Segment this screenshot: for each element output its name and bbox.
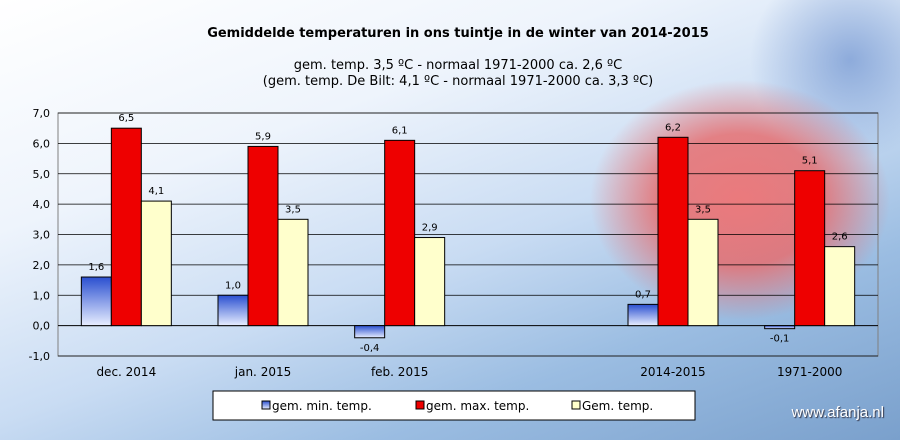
legend-label: gem. max. temp. xyxy=(426,399,530,413)
y-tick-label: 4,0 xyxy=(32,198,50,212)
x-tick-label: jan. 2015 xyxy=(234,365,292,379)
y-tick-label: 0,0 xyxy=(32,319,50,333)
data-label: 0,7 xyxy=(635,289,651,301)
data-label: 6,2 xyxy=(665,122,681,134)
bar-gem-max-temp- xyxy=(795,171,825,326)
watermark: www.afanja.nl xyxy=(791,404,884,421)
y-tick-label: 5,0 xyxy=(32,167,50,181)
x-tick-label: feb. 2015 xyxy=(370,365,429,379)
y-tick-label: -1,0 xyxy=(28,350,50,363)
y-tick-label: 6,0 xyxy=(32,137,50,151)
bar-gem-temp- xyxy=(141,201,171,326)
x-tick-label: 2014-2015 xyxy=(640,365,706,379)
data-label: 5,9 xyxy=(255,131,271,143)
legend-swatch xyxy=(416,401,424,409)
bar-gem-temp- xyxy=(688,219,718,325)
x-tick-label: dec. 2014 xyxy=(96,365,157,379)
data-label: 1,6 xyxy=(88,262,105,274)
bar-gem-temp- xyxy=(825,247,855,326)
legend-swatch xyxy=(262,401,270,409)
data-label: 6,5 xyxy=(118,113,135,125)
bar-gem-temp- xyxy=(278,219,308,325)
y-tick-label: 3,0 xyxy=(32,228,50,242)
chart-subtitle-1: gem. temp. 3,5 ºC - normaal 1971-2000 ca. 2,6 ºC xyxy=(293,58,623,73)
legend-label: gem. min. temp. xyxy=(272,399,372,413)
data-label: -0,4 xyxy=(359,342,380,354)
x-tick-label: 1971-2000 xyxy=(776,365,843,379)
legend-label: Gem. temp. xyxy=(582,399,654,413)
bar-gem-min-temp- xyxy=(355,326,385,338)
bar-gem-min-temp- xyxy=(218,295,248,325)
bar-gem-max-temp- xyxy=(658,137,688,325)
chart-subtitle-2: (gem. temp. De Bilt: 4,1 ºC - normaal 1971-2000 ca. 3,3 ºC) xyxy=(262,74,654,89)
bar-gem-max-temp- xyxy=(385,140,415,325)
y-tick-label: 7,0 xyxy=(32,107,50,120)
data-label: 2,9 xyxy=(421,222,438,234)
chart-title: Gemiddelde temperaturen in ons tuintje in de winter van 2014-2015 xyxy=(207,26,709,41)
bar-gem-max-temp- xyxy=(111,128,141,325)
data-label: 1,0 xyxy=(225,280,241,292)
data-label: 3,5 xyxy=(695,204,711,216)
bar-gem-min-temp- xyxy=(628,304,658,325)
data-label: 4,1 xyxy=(148,186,165,198)
data-label: 5,1 xyxy=(801,155,818,167)
bar-gem-min-temp- xyxy=(765,326,795,329)
bar-gem-temp- xyxy=(415,238,445,326)
data-label: 3,5 xyxy=(285,204,301,216)
data-label: 2,6 xyxy=(831,231,848,243)
y-tick-label: 2,0 xyxy=(32,258,50,272)
legend-swatch xyxy=(572,401,580,409)
bar-gem-max-temp- xyxy=(248,146,278,325)
data-label: 6,1 xyxy=(391,125,408,137)
data-label: -0,1 xyxy=(769,333,790,345)
y-tick-label: 1,0 xyxy=(32,289,50,303)
bar-gem-min-temp- xyxy=(81,277,111,326)
